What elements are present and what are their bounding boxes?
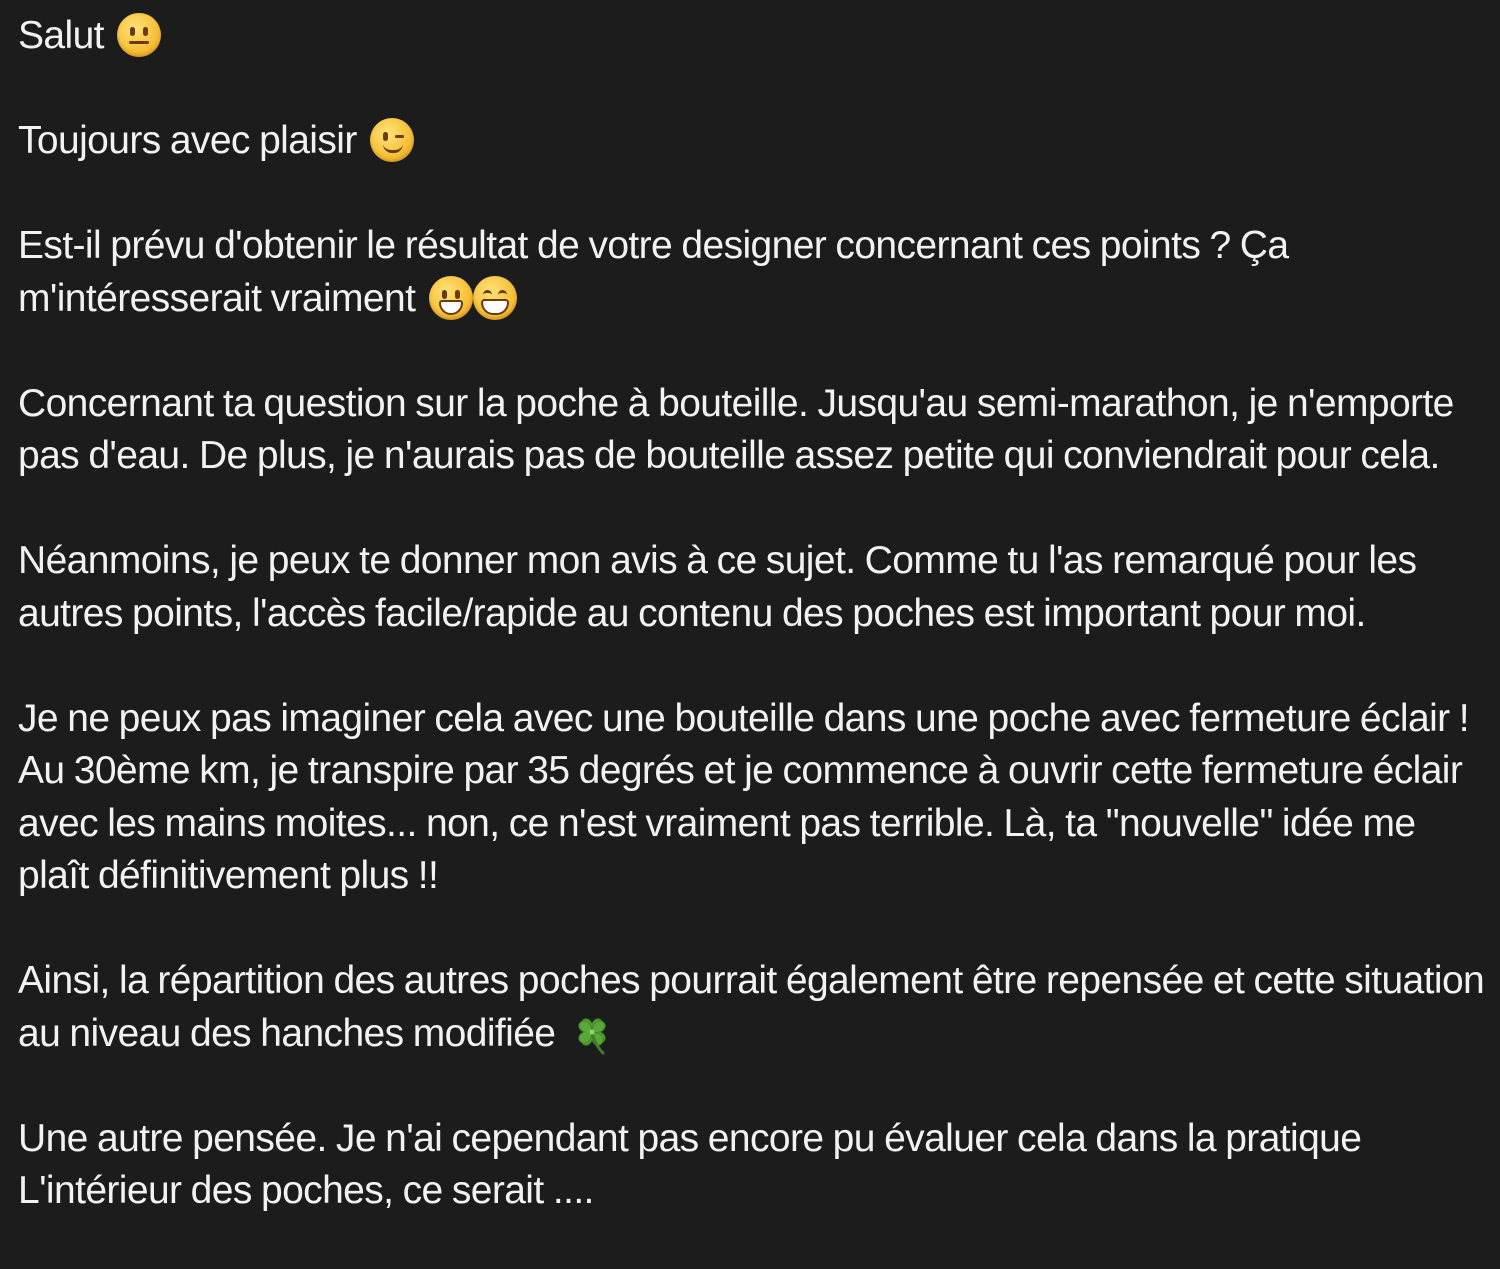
grinning-face-icon: [429, 276, 473, 320]
paragraph-text: Je ne peux pas imaginer cela avec une bouteille dans une poche avec fermeture éclair ! Au 30ème km, je transpire par 35 degrés et je commence à ouvrir cette fermeture éclair avec les mains moites... non, ce n'est vraiment pas terrible. Là, ta "nouvelle" idée me plaît définitivement plus !!: [18, 696, 1469, 897]
beaming-face-icon: [473, 276, 517, 320]
paragraph-text: Ainsi, la répartition des autres poches pourrait également être repensée et cette situation au niveau des hanches modifiée: [18, 959, 1485, 1055]
paragraph-text: Toujours avec plaisir: [18, 119, 357, 162]
message-paragraph: [18, 693, 1493, 903]
neutral-face-icon: [117, 13, 161, 57]
message-paragraph: [18, 1113, 1493, 1218]
message-paragraph: [18, 378, 1493, 483]
paragraph-text: Concernant ta question sur la poche à bouteille. Jusqu'au semi-marathon, je n'emporte pas d'eau. De plus, je n'aurais pas de bouteille assez petite qui conviendrait pour cela.: [18, 381, 1454, 477]
paragraph-text: Néanmoins, je peux te donner mon avis à ce sujet. Comme tu l'as remarqué pour les autres points, l'accès facile/rapide au contenu des poches est important pour moi.: [18, 539, 1417, 635]
paragraph-text: Salut: [18, 14, 104, 57]
paragraph-text: Une autre pensée. Je n'ai cependant pas encore pu évaluer cela dans la pratique L'intérieur des poches, ce serait ....: [18, 1116, 1362, 1212]
paragraph-text: Est-il prévu d'obtenir le résultat de votre designer concernant ces points ? Ça m'intéresserait vraiment: [18, 224, 1289, 320]
message-paragraph: [18, 955, 1493, 1060]
message-paragraph: [18, 220, 1493, 325]
message-body: [18, 10, 1493, 1265]
message-paragraph: [18, 10, 1493, 63]
message-paragraph: [18, 535, 1493, 640]
winking-face-icon: [370, 118, 414, 162]
four-leaf-clover-icon: [569, 1010, 615, 1056]
message-paragraph: [18, 115, 1493, 168]
